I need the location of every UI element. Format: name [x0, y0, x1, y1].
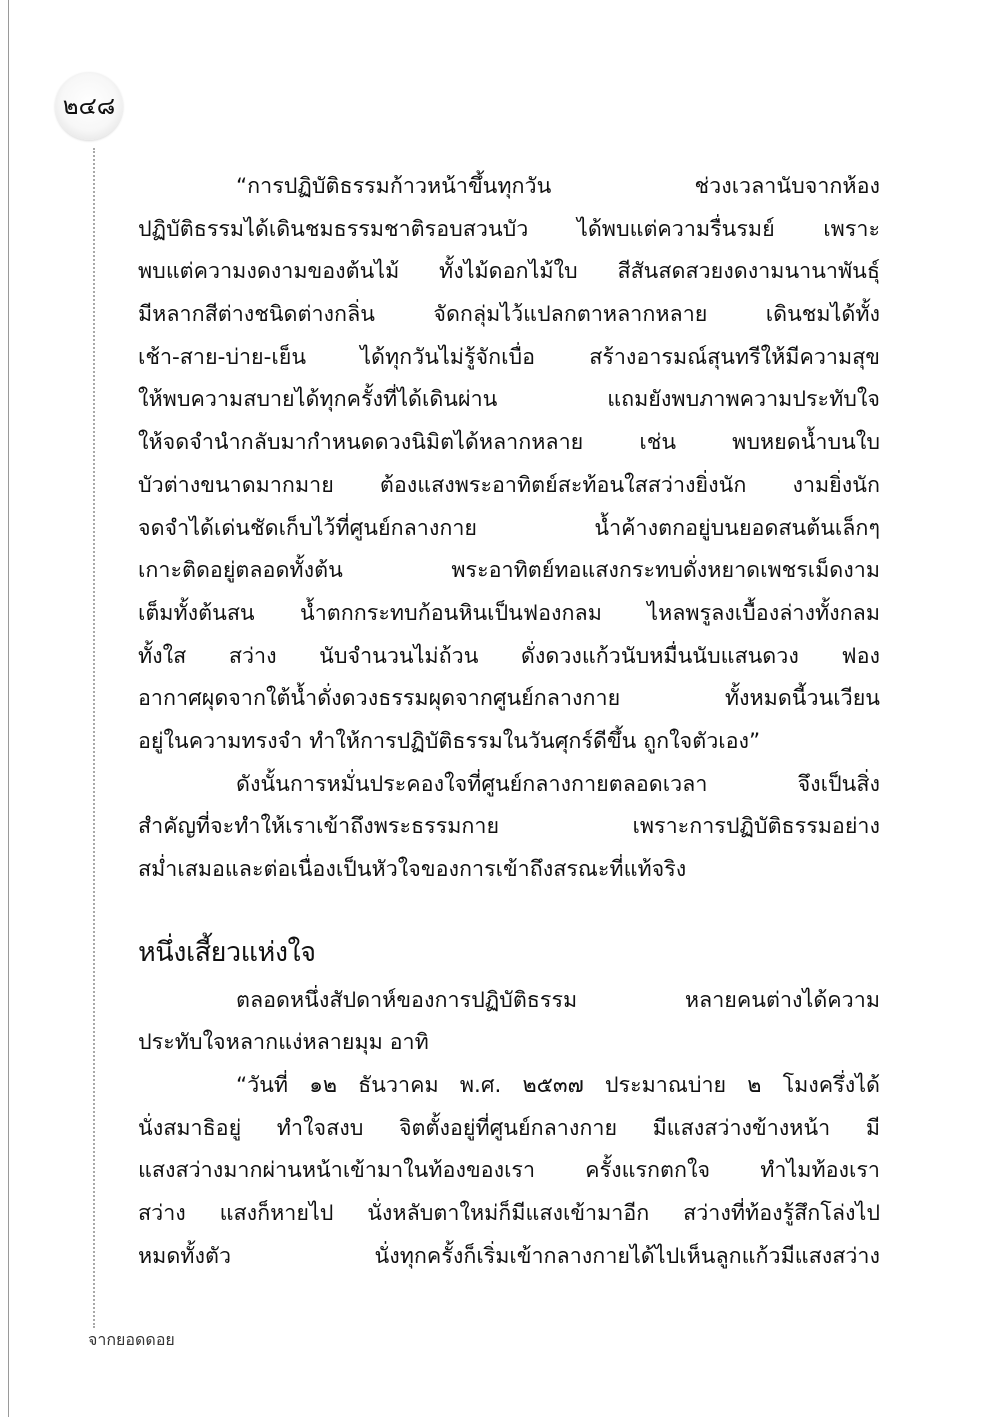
text-line: ให้พบความสบายได้ทุกครั้งที่ได้เดินผ่าน แถมยังพบภาพความประทับใจ	[138, 387, 880, 413]
page-edge-line	[8, 0, 9, 1417]
body-text	[138, 166, 880, 1279]
paragraph-4	[138, 1065, 880, 1278]
text-line: สว่าง แสงก็หายไป นั่งหลับตาใหม่ก็มีแสงเข้ามาอีก สว่างที่ท้องรู้สึกโล่งไป	[138, 1201, 880, 1227]
text-line: บัวต่างขนาดมากมาย ต้องแสงพระอาทิตย์สะท้อนใสสว่างยิ่งนัก งามยิ่งนัก	[138, 472, 880, 498]
text-line: หมดทั้งตัว นั่งทุกครั้งก็เริ่มเข้ากลางกายได้ไปเห็นลูกแก้วมีแสงสว่าง	[138, 1243, 880, 1269]
text-line: สม่ำเสมอและต่อเนื่องเป็นหัวใจของการเข้าถึงสรณะที่แท้จริง	[138, 857, 687, 882]
section-spacer	[138, 892, 880, 926]
text-line: ให้จดจำนำกลับมากำหนดดวงนิมิตได้หลากหลาย เช่น พบหยดน้ำบนใบ	[138, 430, 880, 456]
paragraph-2	[138, 764, 880, 892]
text-line: แสงสว่างมากผ่านหน้าเข้ามาในท้องของเรา ครั้งแรกตกใจ ทำไมท้องเรา	[138, 1158, 880, 1184]
text-line: เต็มทั้งต้นสน น้ำตกกระทบก้อนหินเป็นฟองกลม ไหลพรูลงเบื้องล่างทั้งกลม	[138, 600, 880, 626]
text-line: เช้า-สาย-บ่าย-เย็น ได้ทุกวันไม่รู้จักเบื่อ สร้างอารมณ์สุนทรีให้มีความสุข	[138, 344, 880, 370]
text-line: อากาศผุดจากใต้น้ำดั่งดวงธรรมผุดจากศูนย์กลางกาย ทั้งหมดนี้วนเวียน	[138, 686, 880, 712]
text-line: มีหลากสีต่างชนิดต่างกลิ่น จัดกลุ่มไว้แปลกตาหลากหลาย เดินชมได้ทั้ง	[138, 302, 880, 328]
text-line: สำคัญที่จะทำให้เราเข้าถึงพระธรรมกาย เพราะการปฏิบัติธรรมอย่าง	[138, 814, 880, 840]
text-line: “วันที่ ๑๒ ธันวาคม พ.ศ. ๒๕๓๗ ประมาณบ่าย ๒ โมงครึ่งได้	[236, 1073, 880, 1099]
text-line: เกาะติดอยู่ตลอดทั้งต้น พระอาทิตย์ทอแสงกระทบดั่งหยาดเพชรเม็ดงาม	[138, 558, 880, 584]
text-line: นั่งสมาธิอยู่ ทำใจสงบ จิตตั้งอยู่ที่ศูนย์กลางกาย มีแสงสว่างข้างหน้า มี	[138, 1115, 880, 1141]
section-heading: หนึ่งเสี้ยวแห่งใจ	[138, 936, 316, 968]
text-line: ดังนั้นการหมั่นประคองใจที่ศูนย์กลางกายตลอดเวลา จึงเป็นสิ่ง	[236, 771, 880, 797]
text-line: อยู่ในความทรงจำ ทำให้การปฏิบัติธรรมในวันศุกร์ดีขึ้น ถูกใจตัวเอง”	[138, 728, 761, 754]
text-line: จดจำได้เด่นชัดเก็บไว้ที่ศูนย์กลางกาย น้ำค้างตกอยู่บนยอดสนต้นเล็กๆ	[138, 515, 880, 541]
paragraph-1	[138, 166, 880, 764]
page-number: ๒๔๘	[62, 92, 116, 120]
text-line: ตลอดหนึ่งสัปดาห์ของการปฏิบัติธรรม หลายคนต่างได้ความ	[236, 987, 880, 1013]
text-line: “การปฏิบัติธรรมก้าวหน้าขึ้นทุกวัน ช่วงเวลานับจากห้อง	[236, 174, 880, 199]
text-line: ประทับใจหลากแง่หลายมุม อาทิ	[138, 1030, 429, 1056]
dotted-margin-rule	[93, 148, 95, 1328]
text-line: พบแต่ความงดงามของต้นไม้ ทั้งไม้ดอกไม้ใบ สีสันสดสวยงดงามนานาพันธุ์	[138, 259, 880, 285]
text-line: ปฏิบัติธรรมได้เดินชมธรรมชาติรอบสวนบัว ได้พบแต่ความรื่นรมย์ เพราะ	[138, 216, 880, 242]
paragraph-3	[138, 980, 880, 1065]
text-line: ทั้งใส สว่าง นับจำนวนไม่ถ้วน ดั่งดวงแก้วนับหมื่นนับแสนดวง ฟอง	[138, 643, 880, 669]
footer-book-title: จากยอดดอย	[88, 1330, 175, 1349]
